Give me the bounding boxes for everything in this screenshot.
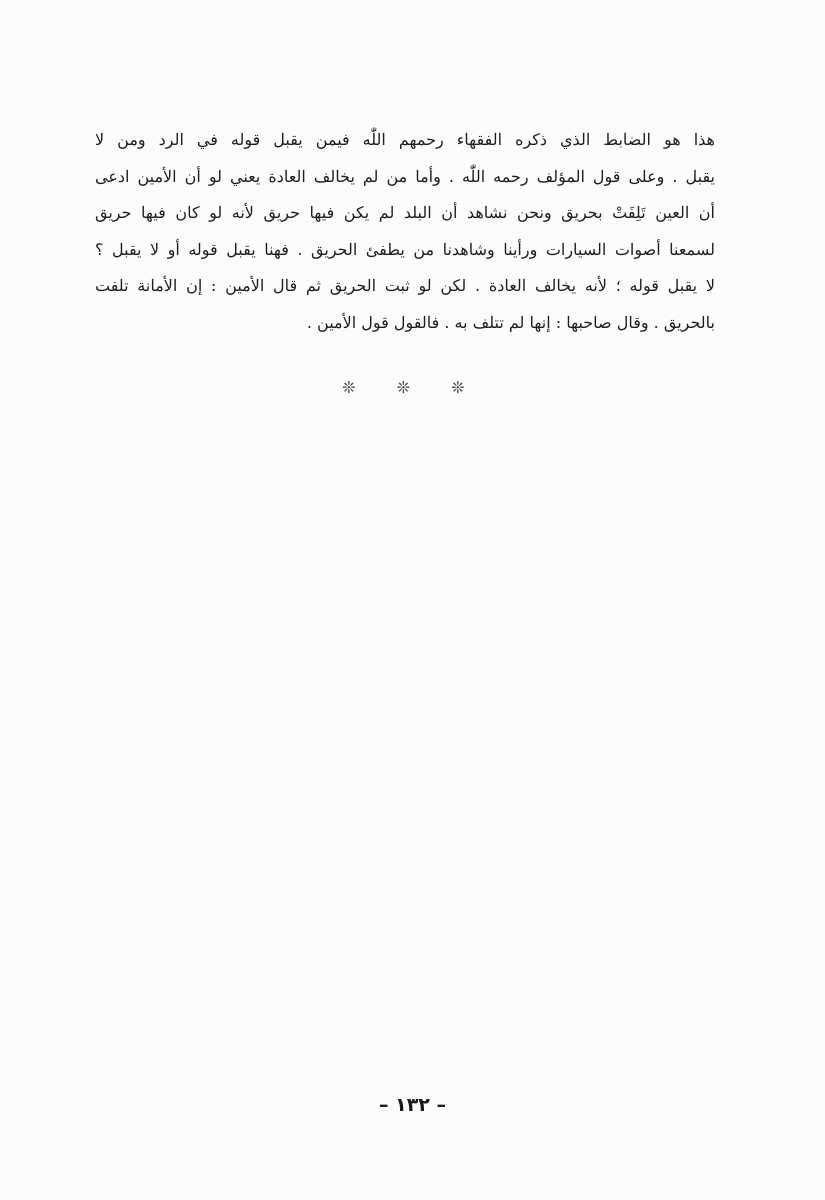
section-separator-asterisms: ❊ ❊ ❊ xyxy=(342,378,483,397)
text-line-6: بالحريق . وقال صاحبها : إنها لم تتلف به . فالقول قول الأمين . xyxy=(306,312,715,332)
text-line-4: لسمعنا أصوات السيارات ورأينا وشاهدنا من يطفئ الحريق . فهنا يقبل قوله أو لا يقبل ؟ xyxy=(95,239,715,259)
text-line-2: يقبل . وعلى قول المؤلف رحمه اللّٰه . وأما من لم يخالف العادة يعني لو أن الأمين ادعى xyxy=(95,166,715,186)
text-line-1: هذا هو الضابط الذي ذكره الفقهاء رحمهم اللّٰه فيمن يقبل قوله في الرد ومن لا xyxy=(95,130,715,149)
text-line-3: أن العين تَلِفَتْ بحريق ونحن نشاهد أن البلد لم يكن فيها حريق لأنه لو كان فيها حريق xyxy=(95,203,715,222)
body-paragraph xyxy=(95,122,715,341)
page-number: – ١٣٢ – xyxy=(378,1094,447,1116)
text-line-5: لا يقبل قوله ؛ لأنه يخالف العادة . لكن لو ثبت الحريق ثم قال الأمين : إن الأمانة تلفت xyxy=(95,276,715,295)
